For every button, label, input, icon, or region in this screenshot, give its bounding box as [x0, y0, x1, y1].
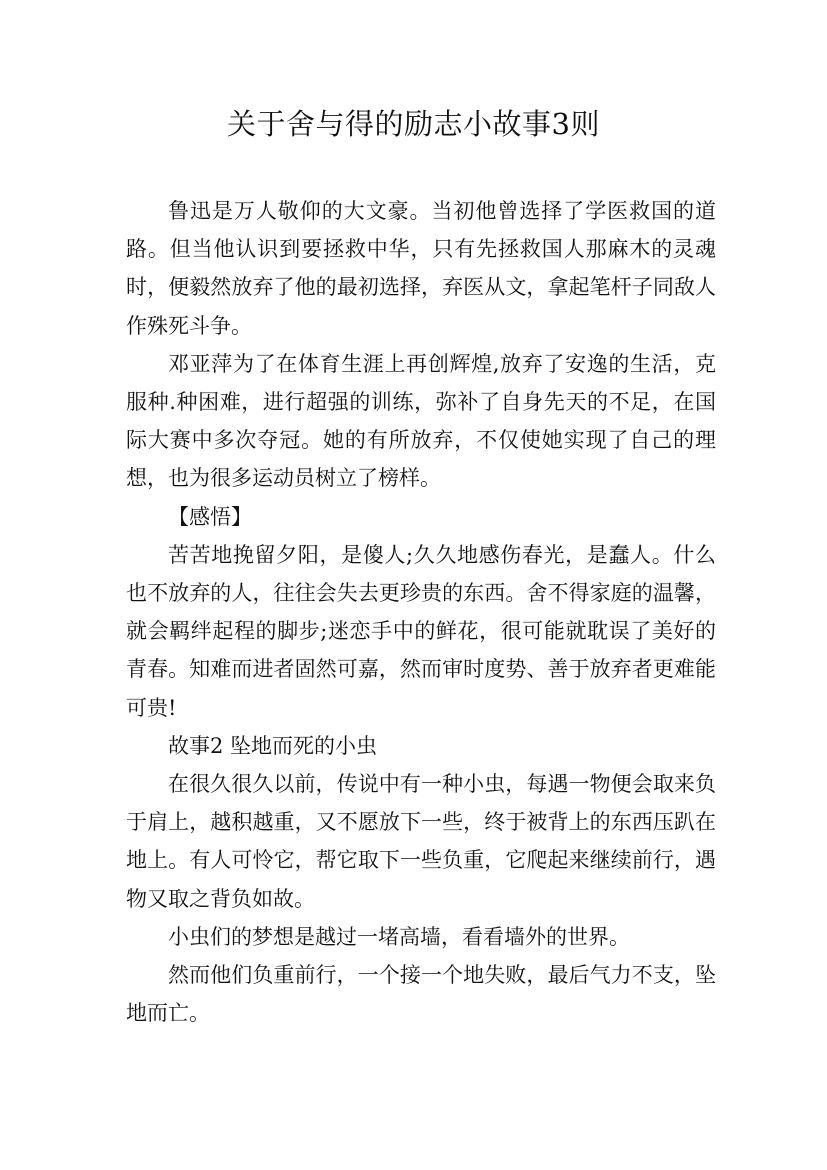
paragraph-lu-xun: 鲁迅是万人敬仰的大文豪。当初他曾选择了学医救国的道路。但当他认识到要拯救中华，只有先拯救国人那麻木的灵魂时，便毅然放弃了他的最初选择，弃医从文，拿起笔杆子同敌人作殊死斗争。 [126, 199, 716, 338]
paragraph-little-bug: 在很久很久以前，传说中有一种小虫，每遇一物便会取来负于肩上，越积越重，又不愿放下一些，终于被背上的东西压趴在地上。有人可怜它，帮它取下一些负重，它爬起来继续前行，遇物又取之背负如故。 [126, 772, 716, 911]
document-body [126, 192, 716, 1032]
paragraph-deng-yaping: 邓亚萍为了在体育生涯上再创辉煌,放弃了安逸的生活，克服种.种困难，进行超强的训练，弥补了自身先天的不足，在国际大赛中多次夺冠。她的有所放弃，不仅使她实现了自己的理想，也为很多运动员树立了榜样。 [126, 351, 716, 491]
story-2-heading: 故事2 坠地而死的小虫 [168, 733, 378, 758]
paragraph-bug-dream: 小虫们的梦想是越过一堵高墙，看看墙外的世界。 [168, 924, 630, 949]
paragraph-bug-ending: 然而他们负重前行，一个接一个地失败，最后气力不支，坠地而亡。 [126, 963, 716, 1026]
document-title: 关于舍与得的励志小故事3则 [227, 107, 600, 141]
paragraph-insight: 苦苦地挽留夕阳，是傻人;久久地感伤春光，是蠢人。什么也不放弃的人，往往会失去更珍贵的东西。舍不得家庭的温馨，就会羁绊起程的脚步;迷恋手中的鲜花，很可能就耽误了美好的青春。知难而进者固然可嘉，然而审时度势、善于放弃者更难能可贵! [126, 542, 716, 720]
section-heading-insight: 【感悟】 [168, 504, 252, 529]
